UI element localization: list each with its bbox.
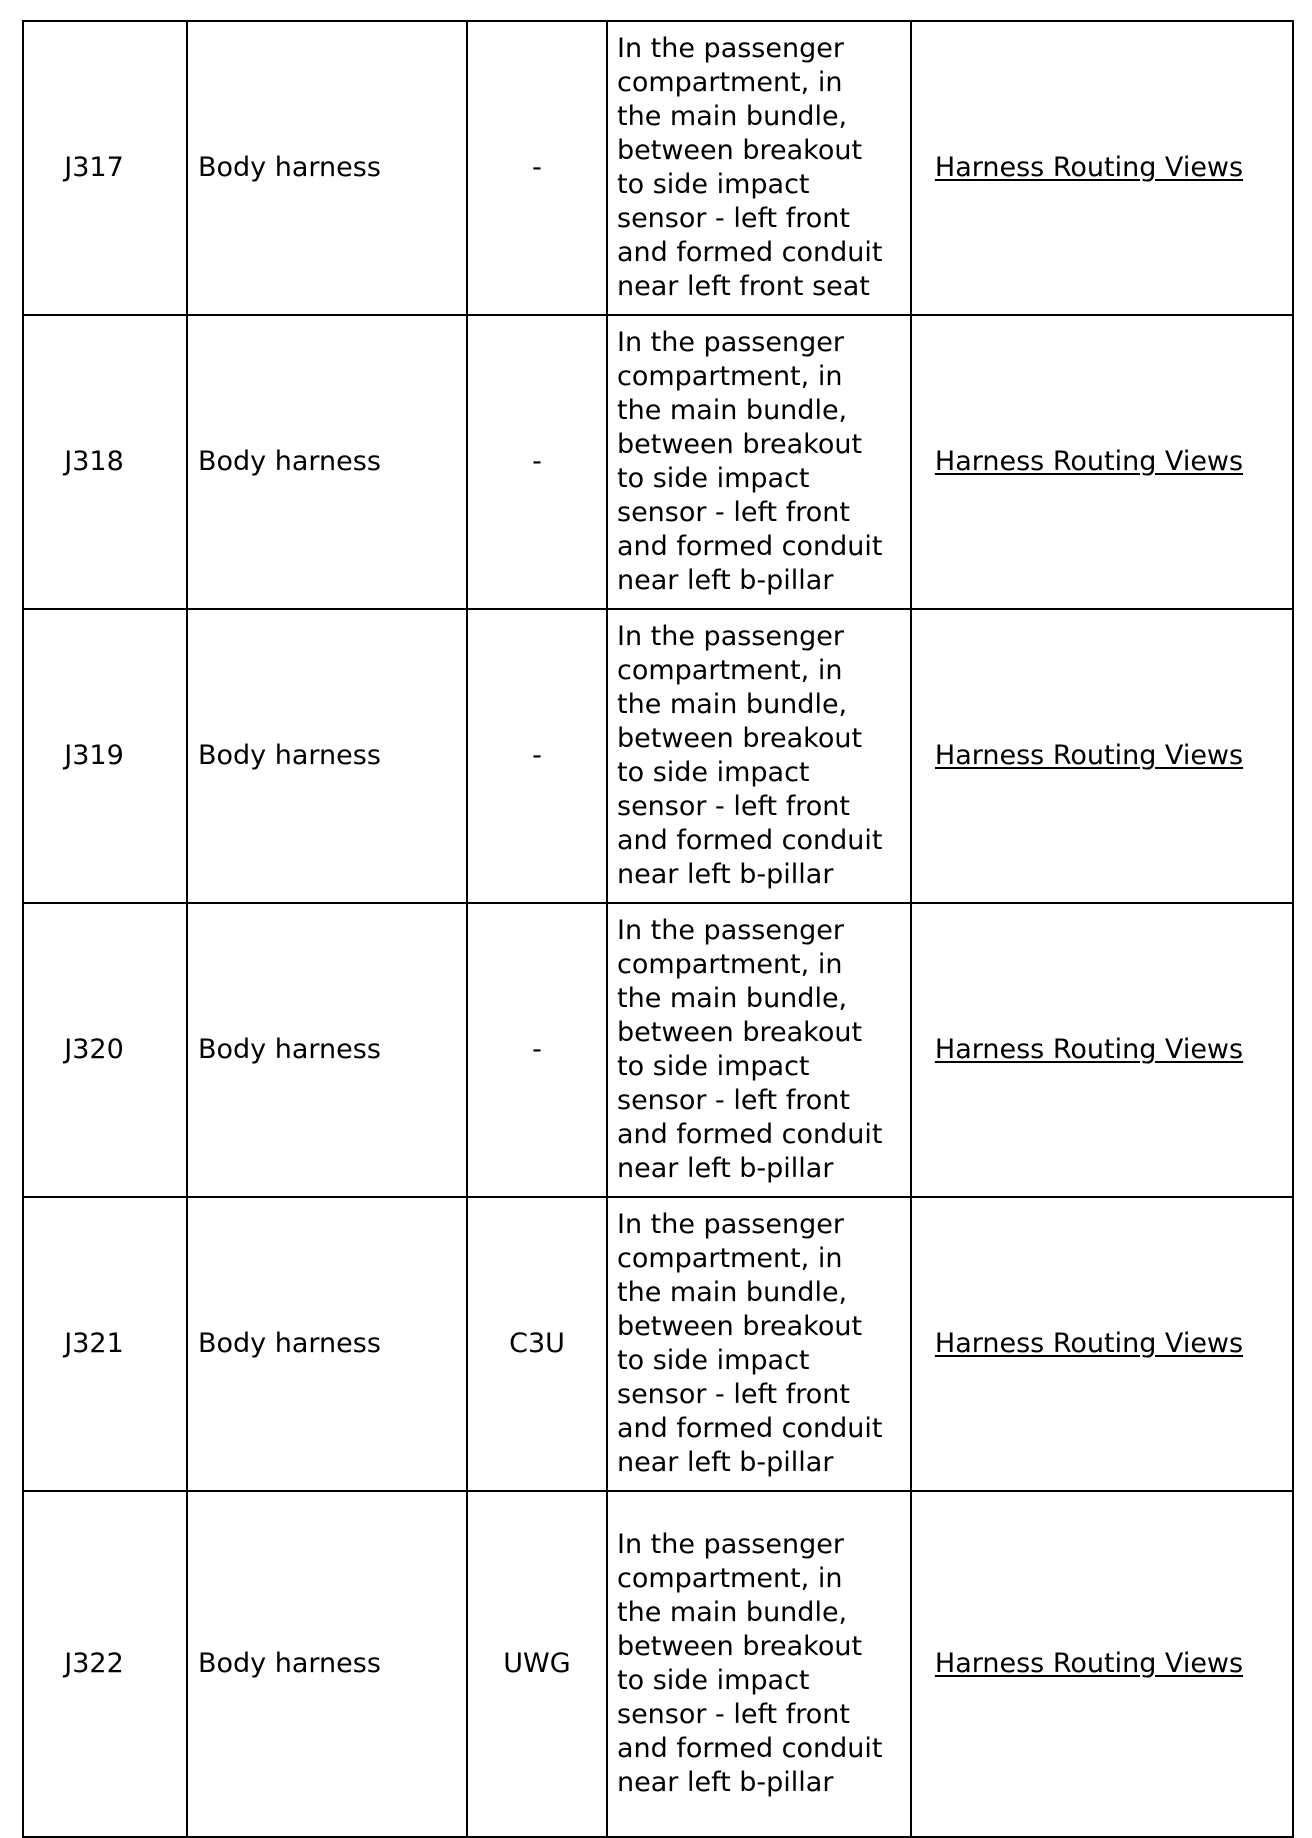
location-text: In the passenger compartment, in the main bundle, between breakout to side impact sensor - left front and formed conduit near left b-pillar (617, 915, 883, 1184)
location-text: In the passenger compartment, in the main bundle, between breakout to side impact sensor - left front and formed conduit near left b-pillar (617, 1209, 883, 1478)
harness-routing-views-link[interactable]: Harness Routing Views (934, 740, 1244, 771)
terminal-value: UWG (503, 1648, 571, 1679)
splice-id: J321 (64, 1328, 124, 1359)
table-row (23, 903, 1293, 1197)
link-cell (911, 903, 1293, 1197)
link-cell (911, 1197, 1293, 1491)
location-text: In the passenger compartment, in the main bundle, between breakout to side impact sensor - left front and formed conduit near left front seat (617, 33, 883, 302)
location-text: In the passenger compartment, in the main bundle, between breakout to side impact sensor - left front and formed conduit near left b-pillar (617, 621, 883, 890)
link-cell (911, 609, 1293, 903)
terminal-cell (467, 609, 607, 903)
table-row (23, 1491, 1293, 1837)
terminal-value: - (532, 446, 542, 477)
terminal-value: - (532, 1034, 542, 1065)
harness-name: Body harness (198, 740, 381, 771)
terminal-value: - (532, 740, 542, 771)
location-cell (607, 609, 911, 903)
harness-cell (187, 609, 467, 903)
harness-cell (187, 903, 467, 1197)
splice-id: J319 (64, 740, 124, 771)
location-text: In the passenger compartment, in the main bundle, between breakout to side impact sensor - left front and formed conduit near left b-pillar (617, 327, 883, 596)
harness-name: Body harness (198, 152, 381, 183)
location-cell (607, 903, 911, 1197)
harness-name: Body harness (198, 1648, 381, 1679)
harness-routing-views-link[interactable]: Harness Routing Views (934, 1648, 1244, 1679)
harness-routing-views-link[interactable]: Harness Routing Views (934, 1034, 1244, 1065)
table-row (23, 609, 1293, 903)
harness-name: Body harness (198, 1034, 381, 1065)
terminal-cell (467, 1197, 607, 1491)
link-cell (911, 315, 1293, 609)
harness-routing-views-link[interactable]: Harness Routing Views (934, 152, 1244, 183)
terminal-cell (467, 315, 607, 609)
splice-table (22, 20, 1294, 1838)
harness-routing-views-link[interactable]: Harness Routing Views (934, 446, 1244, 477)
harness-cell (187, 21, 467, 315)
harness-name: Body harness (198, 446, 381, 477)
harness-cell (187, 1197, 467, 1491)
harness-cell (187, 315, 467, 609)
table-row (23, 1197, 1293, 1491)
splice-id: J318 (64, 446, 124, 477)
splice-id-cell (23, 609, 187, 903)
table-row (23, 21, 1293, 315)
terminal-value: - (532, 152, 542, 183)
location-cell (607, 315, 911, 609)
terminal-cell (467, 903, 607, 1197)
splice-id-cell (23, 903, 187, 1197)
location-cell (607, 21, 911, 315)
splice-id: J322 (64, 1648, 124, 1679)
splice-id-cell (23, 21, 187, 315)
splice-id: J320 (64, 1034, 124, 1065)
link-cell (911, 1491, 1293, 1837)
location-cell (607, 1491, 911, 1837)
terminal-value: C3U (509, 1328, 565, 1359)
harness-name: Body harness (198, 1328, 381, 1359)
terminal-cell (467, 1491, 607, 1837)
location-cell (607, 1197, 911, 1491)
harness-routing-views-link[interactable]: Harness Routing Views (934, 1328, 1244, 1359)
terminal-cell (467, 21, 607, 315)
harness-cell (187, 1491, 467, 1837)
link-cell (911, 21, 1293, 315)
splice-id: J317 (64, 152, 124, 183)
location-text: In the passenger compartment, in the main bundle, between breakout to side impact sensor - left front and formed conduit near left b-pillar (617, 1529, 883, 1798)
splice-id-cell (23, 1197, 187, 1491)
splice-id-cell (23, 1491, 187, 1837)
table-row (23, 315, 1293, 609)
splice-id-cell (23, 315, 187, 609)
